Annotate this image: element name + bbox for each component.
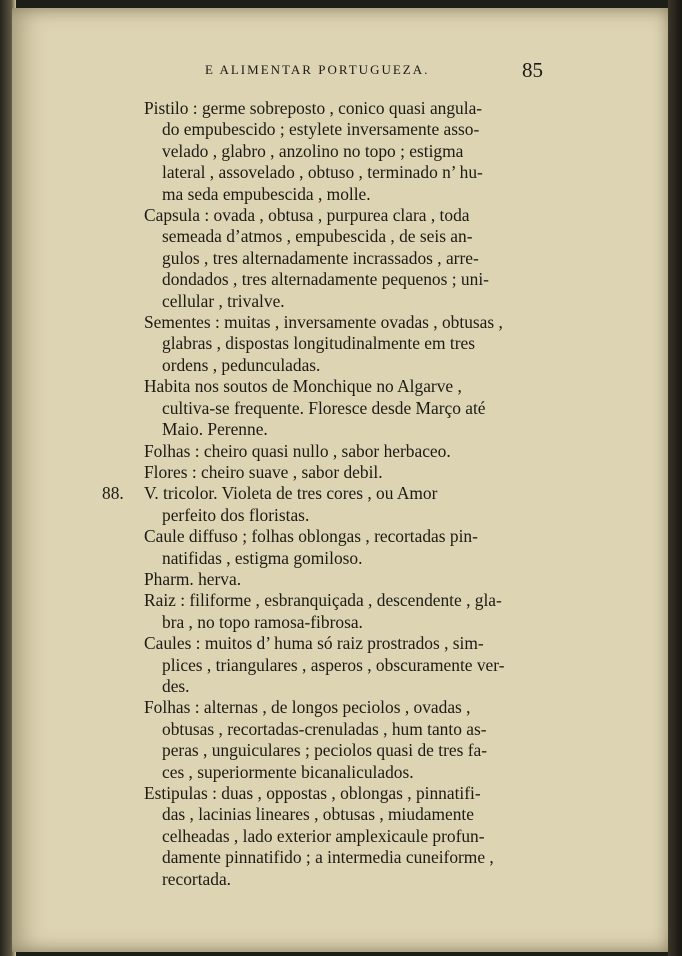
text-line bbox=[108, 826, 560, 847]
text-line bbox=[108, 655, 560, 676]
text-line bbox=[108, 590, 560, 611]
text-line bbox=[108, 526, 560, 547]
text-line bbox=[108, 441, 560, 462]
line-text: des. bbox=[162, 675, 190, 696]
text-line bbox=[108, 98, 560, 119]
line-text: Maio. Perenne. bbox=[162, 419, 268, 440]
text-line bbox=[108, 205, 560, 226]
line-text: Flores : cheiro suave , sabor debil. bbox=[144, 461, 383, 482]
body-text bbox=[102, 98, 560, 890]
text-line bbox=[108, 226, 560, 247]
line-text: gulos , tres alternadamente incrassados , arre- bbox=[162, 247, 479, 268]
line-text: Capsula : ovada , obtusa , purpurea clara , toda bbox=[144, 205, 470, 226]
text-line bbox=[108, 248, 560, 269]
text-line bbox=[108, 505, 560, 526]
line-text: cultiva-se frequente. Floresce desde Março até bbox=[162, 397, 486, 418]
text-line bbox=[108, 355, 560, 376]
text-line bbox=[108, 141, 560, 162]
line-text: bra , no topo ramosa-fibrosa. bbox=[162, 611, 363, 632]
text-line bbox=[108, 847, 560, 868]
line-text: V. tricolor. Violeta de tres cores , ou Amor bbox=[144, 483, 438, 504]
text-line bbox=[108, 548, 560, 569]
line-text: Folhas : alternas , de longos peciolos , ovadas , bbox=[144, 697, 471, 718]
page-edge bbox=[668, 0, 682, 956]
text-line bbox=[108, 333, 560, 354]
text-line bbox=[108, 762, 560, 783]
text-line bbox=[108, 697, 560, 718]
text-line bbox=[108, 119, 560, 140]
text-line bbox=[108, 612, 560, 633]
text-line bbox=[108, 869, 560, 890]
line-text: obtusas , recortadas-crenuladas , hum tanto as- bbox=[162, 718, 487, 739]
running-head: E ALIMENTAR PORTUGUEZA. bbox=[205, 62, 430, 77]
line-text: Caules : muitos d’ huma só raiz prostrados , sim- bbox=[144, 633, 484, 654]
line-text: Pistilo : germe sobreposto , conico quasi angula- bbox=[144, 98, 483, 118]
text-line bbox=[108, 291, 560, 312]
text-line bbox=[108, 184, 560, 205]
line-text: lateral , assovelado , obtuso , terminado n’ hu- bbox=[162, 162, 483, 183]
line-text: semeada d’atmos , empubescida , de seis an- bbox=[162, 226, 473, 247]
text-line bbox=[108, 162, 560, 183]
text-line bbox=[108, 462, 560, 483]
text-line bbox=[108, 312, 560, 333]
line-text: recortada. bbox=[162, 868, 232, 889]
line-text: cellular , trivalve. bbox=[162, 290, 285, 311]
text-line bbox=[108, 569, 560, 590]
text-line bbox=[108, 804, 560, 825]
line-text: Estipulas : duas , oppostas , oblongas , pinnatifi- bbox=[144, 783, 481, 803]
line-text: ma seda empubescida , molle. bbox=[162, 183, 371, 204]
text-line bbox=[108, 740, 560, 761]
line-text: Sementes : muitas , inversamente ovadas , obtusas , bbox=[144, 312, 503, 333]
text-line bbox=[108, 419, 560, 440]
species-number: 88. bbox=[102, 483, 124, 504]
line-text: ordens , pedunculadas. bbox=[162, 354, 321, 375]
line-text: do empubescido ; estylete inversamente asso- bbox=[162, 119, 480, 140]
text-line bbox=[108, 376, 560, 397]
line-text: dondados , tres alternadamente pequenos ; uni- bbox=[162, 269, 489, 290]
line-text: Raiz : filiforme , esbranquiçada , descendente , gla- bbox=[144, 590, 502, 611]
text-line bbox=[108, 398, 560, 419]
line-text: Caule diffuso ; folhas oblongas , recortadas pin- bbox=[144, 526, 478, 547]
text-line bbox=[108, 676, 560, 697]
line-text: Habita nos soutos de Monchique no Algarve , bbox=[144, 376, 462, 397]
line-text: plices , triangulares , asperos , obscuramente ver- bbox=[162, 654, 505, 675]
line-text: Pharm. herva. bbox=[144, 568, 242, 589]
text-line bbox=[102, 483, 560, 504]
line-text: glabras , dispostas longitudinalmente em tres bbox=[162, 333, 475, 354]
text-line bbox=[108, 719, 560, 740]
line-text: velado , glabro , anzolino no topo ; estigma bbox=[162, 140, 464, 161]
line-text: damente pinnatifido ; a intermedia cuneiforme , bbox=[162, 847, 494, 868]
text-line bbox=[108, 783, 560, 804]
line-text: celheadas , lado exterior amplexicaule profun- bbox=[162, 825, 485, 846]
text-line bbox=[108, 269, 560, 290]
line-text: das , lacinias lineares , obtusas , miudamente bbox=[162, 804, 474, 825]
line-text: perfeito dos floristas. bbox=[162, 504, 310, 525]
line-text: peras , unguiculares ; peciolos quasi de tres fa- bbox=[162, 740, 487, 761]
line-text: natifidas , estigma gomiloso. bbox=[162, 547, 363, 568]
page-number: 85 bbox=[522, 58, 543, 82]
text-line bbox=[108, 633, 560, 654]
line-text: Folhas : cheiro quasi nullo , sabor herbaceo. bbox=[144, 440, 451, 461]
line-text: ces , superiormente bicanaliculados. bbox=[162, 761, 414, 782]
